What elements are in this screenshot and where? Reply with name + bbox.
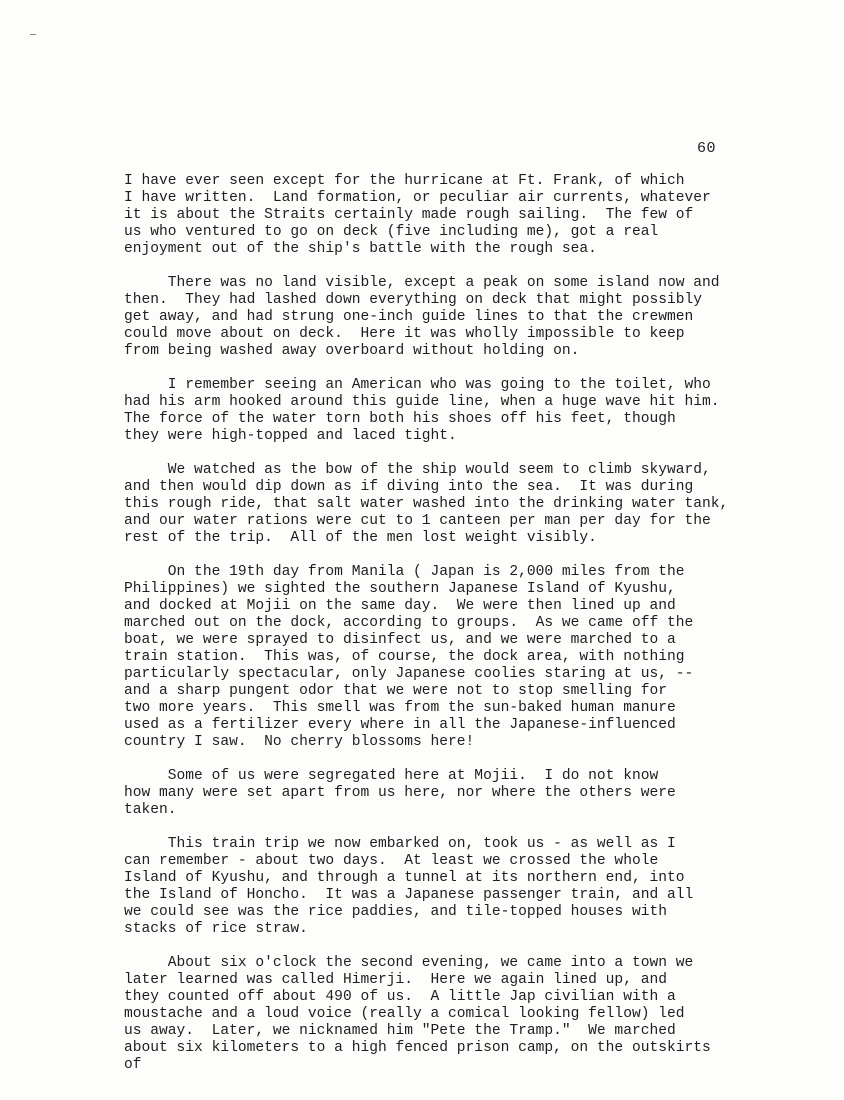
text-line: stacks of rice straw. <box>124 921 308 937</box>
scan-mark <box>30 34 36 35</box>
text-line: us who ventured to go on deck (five including me), got a real <box>124 224 659 240</box>
text-line: Philippines) we sighted the southern Japanese Island of Kyushu, <box>124 581 676 597</box>
text-line: I have ever seen except for the hurricane at Ft. Frank, of which <box>124 173 685 189</box>
paragraph <box>124 768 824 819</box>
text-line: could move about on deck. Here it was wholly impossible to keep <box>124 326 685 342</box>
text-line: rest of the trip. All of the men lost weight visibly. <box>124 530 597 546</box>
text-line: about six kilometers to a high fenced prison camp, on the outskirts <box>124 1040 711 1056</box>
text-line: it is about the Straits certainly made rough sailing. The few of <box>124 207 694 223</box>
text-line: The force of the water torn both his shoes off his feet, though <box>124 411 676 427</box>
text-line: Island of Kyushu, and through a tunnel at its northern end, into <box>124 870 685 886</box>
paragraph <box>124 275 824 360</box>
text-line: I remember seeing an American who was going to the toilet, who <box>124 377 711 393</box>
text-line: We watched as the bow of the ship would seem to climb skyward, <box>124 462 711 478</box>
text-line: boat, we were sprayed to disinfect us, and we were marched to a <box>124 632 676 648</box>
text-line: About six o'clock the second evening, we came into a town we <box>124 955 694 971</box>
text-line: get away, and had strung one-inch guide lines to that the crewmen <box>124 309 694 325</box>
text-line: I have written. Land formation, or peculiar air currents, whatever <box>124 190 711 206</box>
text-line: On the 19th day from Manila ( Japan is 2,000 miles from the <box>124 564 685 580</box>
text-line: two more years. This smell was from the sun-baked human manure <box>124 700 676 716</box>
text-line: the Island of Honcho. It was a Japanese passenger train, and all <box>124 887 694 903</box>
text-line: enjoyment out of the ship's battle with the rough sea. <box>124 241 597 257</box>
text-line: and then would dip down as if diving into the sea. It was during <box>124 479 694 495</box>
text-line: of <box>124 1057 142 1073</box>
text-line: how many were set apart from us here, nor where the others were <box>124 785 676 801</box>
text-line: they were high-topped and laced tight. <box>124 428 457 444</box>
text-line: this rough ride, that salt water washed into the drinking water tank, <box>124 496 729 512</box>
text-line: used as a fertilizer every where in all the Japanese-influenced <box>124 717 676 733</box>
text-line: marched out on the dock, according to groups. As we came off the <box>124 615 694 631</box>
paragraph <box>124 836 824 938</box>
text-line: and docked at Mojii on the same day. We were then lined up and <box>124 598 676 614</box>
text-line: us away. Later, we nicknamed him "Pete the Tramp." We marched <box>124 1023 676 1039</box>
text-line: then. They had lashed down everything on deck that might possibly <box>124 292 703 308</box>
text-line: particularly spectacular, only Japanese coolies staring at us, -- <box>124 666 694 682</box>
page-number: 60 <box>697 140 717 157</box>
text-line: and a sharp pungent odor that we were not to stop smelling for <box>124 683 667 699</box>
paragraph <box>124 564 824 751</box>
paragraph <box>124 955 824 1074</box>
text-line: country I saw. No cherry blossoms here! <box>124 734 475 750</box>
body-text <box>124 173 824 1091</box>
paragraph <box>124 377 824 445</box>
text-line: Some of us were segregated here at Mojii. I do not know <box>124 768 659 784</box>
text-line: had his arm hooked around this guide line, when a huge wave hit him. <box>124 394 720 410</box>
text-line: There was no land visible, except a peak on some island now and <box>124 275 720 291</box>
text-line: This train trip we now embarked on, took us - as well as I <box>124 836 676 852</box>
text-line: and our water rations were cut to 1 canteen per man per day for the <box>124 513 711 529</box>
text-line: moustache and a loud voice (really a comical looking fellow) led <box>124 1006 685 1022</box>
text-line: train station. This was, of course, the dock area, with nothing <box>124 649 685 665</box>
text-line: they counted off about 490 of us. A little Jap civilian with a <box>124 989 676 1005</box>
text-line: from being washed away overboard without holding on. <box>124 343 580 359</box>
paragraph <box>124 173 824 258</box>
text-line: can remember - about two days. At least we crossed the whole <box>124 853 659 869</box>
text-line: we could see was the rice paddies, and tile-topped houses with <box>124 904 667 920</box>
paragraph <box>124 462 824 547</box>
text-line: later learned was called Himerji. Here we again lined up, and <box>124 972 667 988</box>
text-line: taken. <box>124 802 177 818</box>
